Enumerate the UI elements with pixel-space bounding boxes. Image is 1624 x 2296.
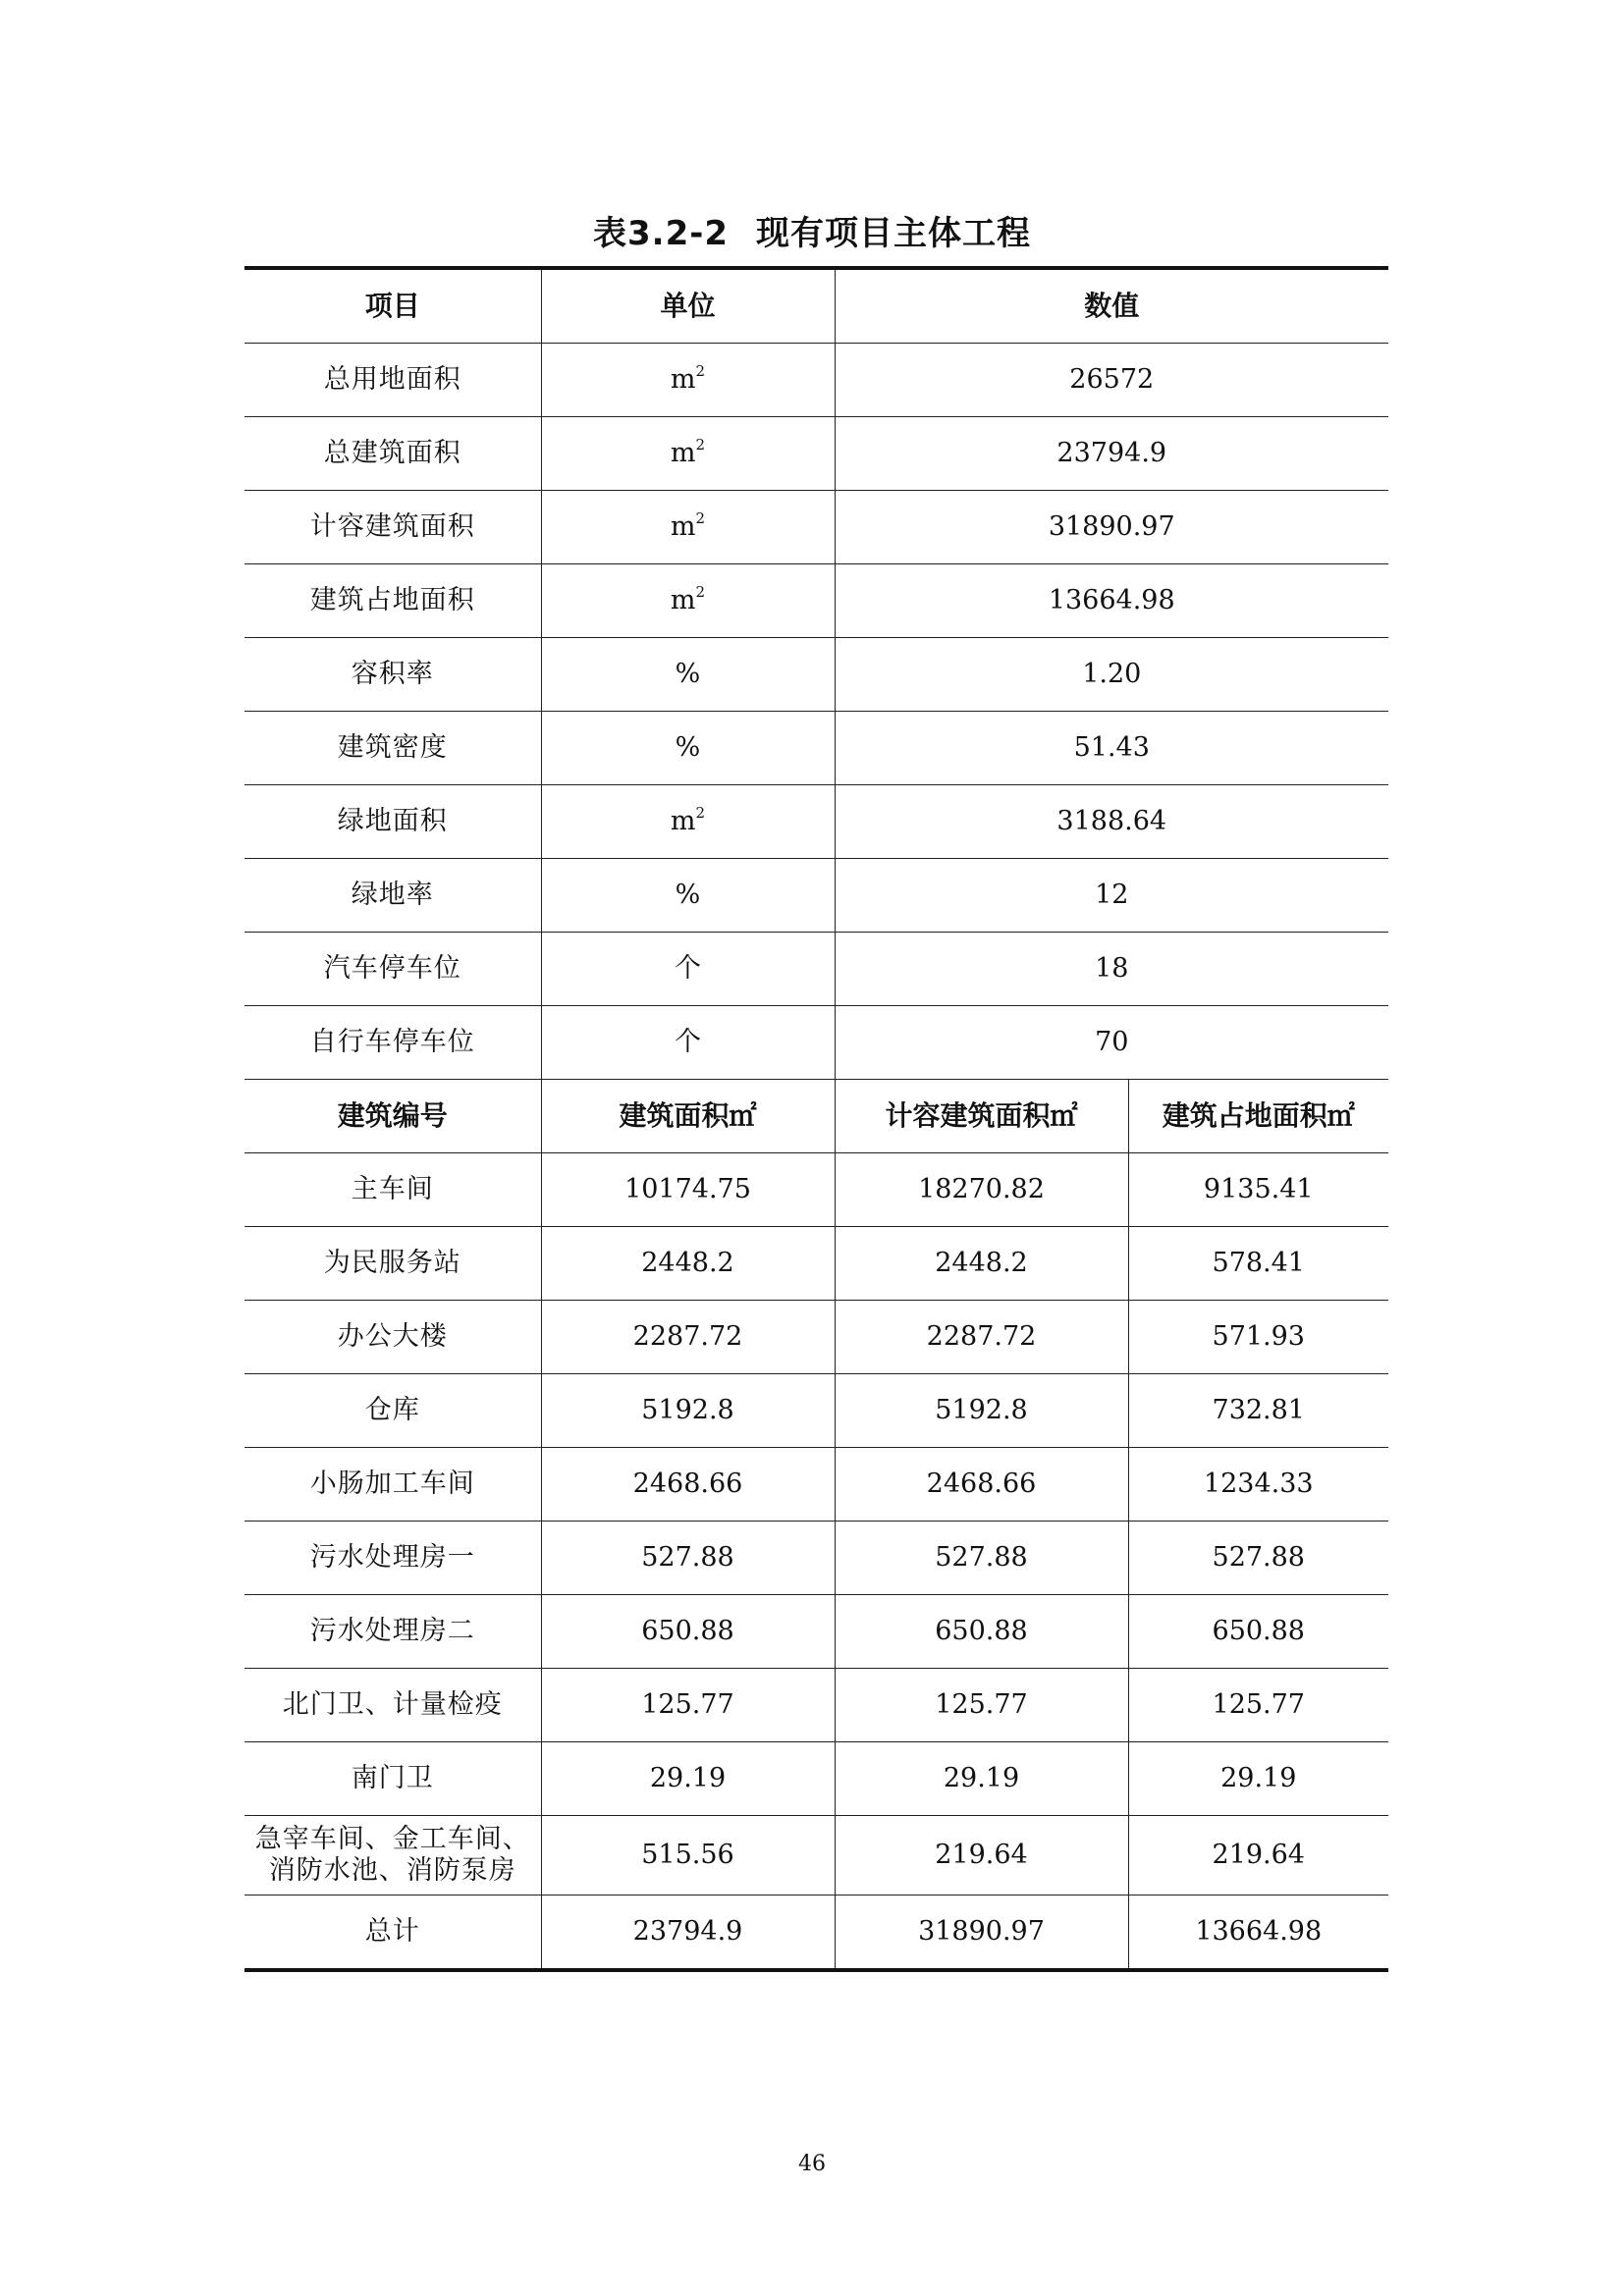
table-row	[244, 785, 1388, 859]
summary-unit: 个	[541, 933, 835, 1006]
summary-value: 31890.97	[835, 491, 1388, 564]
summary-unit: %	[541, 712, 835, 785]
table-row	[244, 638, 1388, 712]
table-row	[244, 1448, 1388, 1522]
table-row	[244, 859, 1388, 933]
table-row	[244, 417, 1388, 491]
summary-header-row	[244, 268, 1388, 344]
summary-unit: 个	[541, 1006, 835, 1080]
total-footprint: 13664.98	[1128, 1896, 1388, 1971]
table-row	[244, 1006, 1388, 1080]
table-row	[244, 1153, 1388, 1227]
building-floor-area: 2287.72	[541, 1301, 835, 1374]
building-counted-area: 125.77	[835, 1669, 1128, 1742]
header-footprint: 建筑占地面积㎡	[1128, 1080, 1388, 1153]
building-floor-area: 29.19	[541, 1742, 835, 1816]
table-row	[244, 1227, 1388, 1301]
total-row	[244, 1896, 1388, 1971]
summary-item: 容积率	[244, 638, 541, 712]
summary-value: 18	[835, 933, 1388, 1006]
building-floor-area: 5192.8	[541, 1374, 835, 1448]
header-unit: 单位	[541, 268, 835, 344]
page-number: 46	[798, 2152, 826, 2176]
summary-unit: $m^2$	[541, 417, 835, 491]
summary-value: 26572	[835, 344, 1388, 417]
building-name-line: 消防水池、消防泵房	[268, 1855, 516, 1886]
table-caption: 现有项目主体工程	[756, 214, 1031, 253]
table-number: 表3.2-2	[593, 214, 729, 253]
summary-item: 计容建筑面积	[244, 491, 541, 564]
building-footprint: 650.88	[1128, 1595, 1388, 1669]
summary-value: 23794.9	[835, 417, 1388, 491]
summary-item: 总建筑面积	[244, 417, 541, 491]
total-label: 总计	[244, 1896, 541, 1971]
header-item: 项目	[244, 268, 541, 344]
building-name: 办公大楼	[244, 1301, 541, 1374]
building-counted-area: 2287.72	[835, 1301, 1128, 1374]
summary-unit: $m^2$	[541, 785, 835, 859]
header-value: 数值	[835, 268, 1388, 344]
total-floor-area: 23794.9	[541, 1896, 835, 1971]
building-name: 主车间	[244, 1153, 541, 1227]
summary-unit: $m^2$	[541, 491, 835, 564]
building-floor-area: 515.56	[541, 1816, 835, 1896]
building-footprint: 527.88	[1128, 1522, 1388, 1595]
building-footprint: 9135.41	[1128, 1153, 1388, 1227]
table-row	[244, 933, 1388, 1006]
building-footprint: 578.41	[1128, 1227, 1388, 1301]
building-name: 北门卫、计量检疫	[244, 1669, 541, 1742]
summary-value: 12	[835, 859, 1388, 933]
building-counted-area: 2468.66	[835, 1448, 1128, 1522]
building-counted-area: 29.19	[835, 1742, 1128, 1816]
header-floor-area: 建筑面积㎡	[541, 1080, 835, 1153]
table-row	[244, 1301, 1388, 1374]
summary-value: 13664.98	[835, 564, 1388, 638]
header-building-code: 建筑编号	[244, 1080, 541, 1153]
building-counted-area: 2448.2	[835, 1227, 1128, 1301]
summary-unit: $m^2$	[541, 564, 835, 638]
building-name-line: 急宰车间、金工车间、	[254, 1823, 530, 1854]
summary-item: 汽车停车位	[244, 933, 541, 1006]
summary-item: 绿地率	[244, 859, 541, 933]
summary-unit: $m^2$	[541, 344, 835, 417]
summary-value: 1.20	[835, 638, 1388, 712]
table-row	[244, 1816, 1388, 1896]
summary-value: 3188.64	[835, 785, 1388, 859]
building-name: 南门卫	[244, 1742, 541, 1816]
table-row	[244, 344, 1388, 417]
main-table	[244, 266, 1388, 1972]
summary-unit: %	[541, 638, 835, 712]
building-counted-area: 219.64	[835, 1816, 1128, 1896]
building-header-row	[244, 1080, 1388, 1153]
building-floor-area: 527.88	[541, 1522, 835, 1595]
building-floor-area: 2448.2	[541, 1227, 835, 1301]
table-row	[244, 564, 1388, 638]
table-row	[244, 1595, 1388, 1669]
table-row	[244, 1522, 1388, 1595]
building-footprint: 732.81	[1128, 1374, 1388, 1448]
building-floor-area: 2468.66	[541, 1448, 835, 1522]
building-footprint: 1234.33	[1128, 1448, 1388, 1522]
building-footprint: 571.93	[1128, 1301, 1388, 1374]
building-floor-area: 125.77	[541, 1669, 835, 1742]
building-counted-area: 5192.8	[835, 1374, 1128, 1448]
building-name: 为民服务站	[244, 1227, 541, 1301]
total-counted-area: 31890.97	[835, 1896, 1128, 1971]
summary-unit: %	[541, 859, 835, 933]
building-footprint: 219.64	[1128, 1816, 1388, 1896]
table-row	[244, 1742, 1388, 1816]
building-name: 污水处理房二	[244, 1595, 541, 1669]
building-counted-area: 527.88	[835, 1522, 1128, 1595]
summary-value: 70	[835, 1006, 1388, 1080]
summary-value: 51.43	[835, 712, 1388, 785]
summary-item: 建筑密度	[244, 712, 541, 785]
summary-item: 总用地面积	[244, 344, 541, 417]
building-name: 小肠加工车间	[244, 1448, 541, 1522]
summary-item: 绿地面积	[244, 785, 541, 859]
table-row	[244, 712, 1388, 785]
building-name: 仓库	[244, 1374, 541, 1448]
building-name	[244, 1816, 541, 1896]
building-footprint: 29.19	[1128, 1742, 1388, 1816]
building-footprint: 125.77	[1128, 1669, 1388, 1742]
table-row	[244, 1669, 1388, 1742]
summary-item: 自行车停车位	[244, 1006, 541, 1080]
building-counted-area: 650.88	[835, 1595, 1128, 1669]
building-name: 污水处理房一	[244, 1522, 541, 1595]
header-counted-area: 计容建筑面积㎡	[835, 1080, 1128, 1153]
summary-item: 建筑占地面积	[244, 564, 541, 638]
building-counted-area: 18270.82	[835, 1153, 1128, 1227]
table-row	[244, 491, 1388, 564]
table-title	[0, 206, 1624, 254]
building-floor-area: 650.88	[541, 1595, 835, 1669]
table-row	[244, 1374, 1388, 1448]
building-floor-area: 10174.75	[541, 1153, 835, 1227]
